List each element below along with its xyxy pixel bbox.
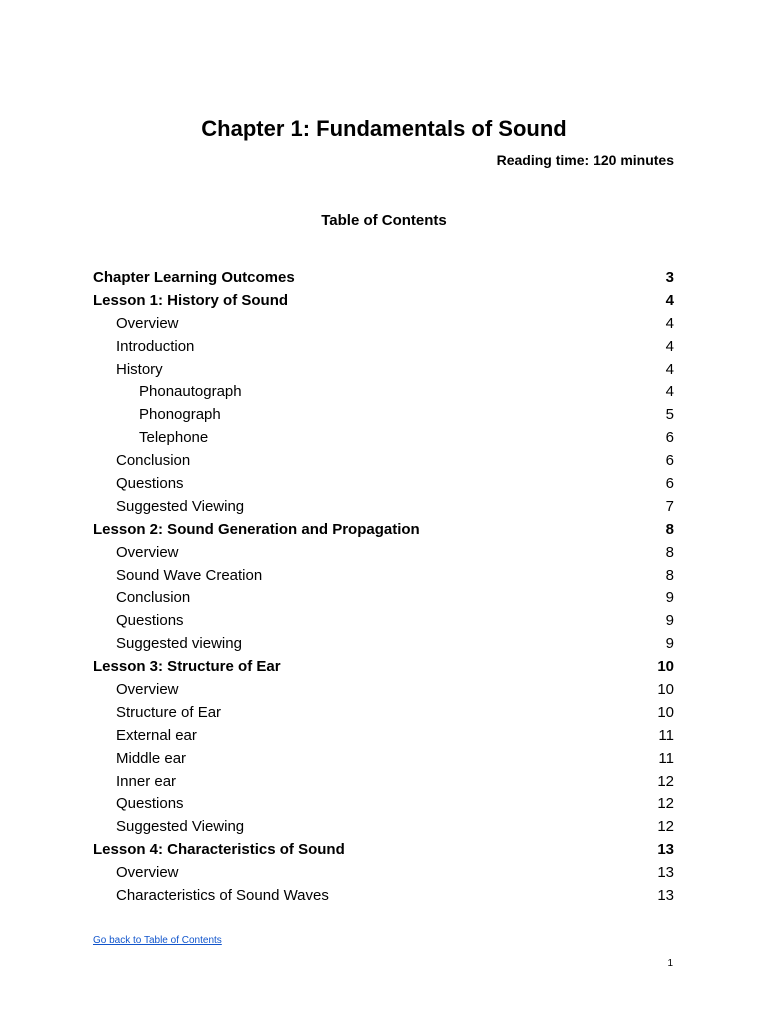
toc-entry-label: Lesson 2: Sound Generation and Propagation xyxy=(93,520,420,538)
toc-entry-label: Middle ear xyxy=(116,749,187,767)
toc-entry-label: Telephone xyxy=(139,429,209,447)
toc-entry-label: Conclusion xyxy=(116,589,191,607)
toc-entry-lesson[interactable] xyxy=(93,267,674,290)
toc-entry[interactable] xyxy=(93,793,674,816)
toc-entry-page: 8 xyxy=(665,543,674,561)
toc-entry-label: Structure of Ear xyxy=(116,703,222,721)
toc-entry-label: Questions xyxy=(116,612,184,630)
toc-entry[interactable] xyxy=(93,816,674,839)
toc-entry-label: Introduction xyxy=(116,337,195,355)
toc-entry-page: 4 xyxy=(665,360,674,378)
toc-entry-page: 8 xyxy=(665,520,674,538)
toc-entry-label: Questions xyxy=(116,475,184,493)
toc-entry[interactable] xyxy=(93,336,674,359)
toc-entry-label: Overview xyxy=(116,681,179,699)
toc-entry-label: External ear xyxy=(116,726,197,744)
toc-entry-page: 12 xyxy=(657,795,674,813)
toc-entry[interactable] xyxy=(93,359,674,382)
toc-entry-label: History xyxy=(116,360,163,378)
toc-entry[interactable] xyxy=(93,702,674,725)
toc-entry-page: 4 xyxy=(665,337,674,355)
toc-entry-page: 13 xyxy=(657,864,674,882)
toc-entry-page: 6 xyxy=(665,452,674,470)
toc-entry[interactable] xyxy=(93,542,674,565)
toc-heading: Table of Contents xyxy=(321,212,447,229)
toc-entry[interactable] xyxy=(93,885,674,908)
reading-time: Reading time: 120 minutes xyxy=(496,152,674,168)
toc-entry-page: 10 xyxy=(657,658,674,676)
toc-entry-label: Phonautograph xyxy=(139,383,242,401)
toc-entry-page: 9 xyxy=(665,589,674,607)
toc-entry-page: 6 xyxy=(665,475,674,493)
toc-entry[interactable] xyxy=(93,679,674,702)
toc-entry[interactable] xyxy=(93,587,674,610)
toc-entry-page: 10 xyxy=(657,681,674,699)
page-number: 1 xyxy=(667,958,673,969)
toc-entry[interactable] xyxy=(93,725,674,748)
toc-entry[interactable] xyxy=(93,473,674,496)
toc-entry-label: Conclusion xyxy=(116,452,191,470)
toc-entry-label: Suggested viewing xyxy=(116,635,242,653)
toc-entry-label: Overview xyxy=(116,864,179,882)
toc-entry-page: 9 xyxy=(665,612,674,630)
toc-entry-page: 11 xyxy=(658,726,674,744)
toc-entry[interactable] xyxy=(93,404,674,427)
toc-entry-page: 7 xyxy=(665,497,674,515)
toc-entry-label: Questions xyxy=(116,795,184,813)
toc-entry[interactable] xyxy=(93,771,674,794)
toc-entry[interactable] xyxy=(93,313,674,336)
toc-entry[interactable] xyxy=(93,427,674,450)
toc-entry-label: Overview xyxy=(116,314,179,332)
toc-entry-page: 12 xyxy=(657,818,674,836)
toc-entry[interactable] xyxy=(93,862,674,885)
toc-entry-page: 6 xyxy=(665,429,674,447)
toc-entry-page: 9 xyxy=(665,635,674,653)
toc-entry-page: 13 xyxy=(657,841,674,859)
toc-entry-page: 10 xyxy=(657,703,674,721)
toc-entry-page: 3 xyxy=(665,269,674,286)
toc-entry-label: Phonograph xyxy=(139,406,221,424)
toc-entry[interactable] xyxy=(93,565,674,588)
toc-entry-label: Suggested Viewing xyxy=(116,818,245,836)
toc-entry-label: Lesson 1: History of Sound xyxy=(93,291,289,309)
toc-entry[interactable] xyxy=(93,633,674,656)
toc-entry-page: 4 xyxy=(665,383,674,401)
toc-entry-label: Lesson 4: Characteristics of Sound xyxy=(93,841,345,859)
toc-entry[interactable] xyxy=(93,381,674,404)
toc-entry[interactable] xyxy=(93,450,674,473)
toc-entry[interactable] xyxy=(93,496,674,519)
toc-entry-lesson[interactable] xyxy=(93,290,674,313)
toc-entry-label: Characteristics of Sound Waves xyxy=(116,887,329,905)
toc-entry-page: 5 xyxy=(665,406,674,424)
toc-entry[interactable] xyxy=(93,610,674,633)
toc-entry-page: 4 xyxy=(665,314,674,332)
toc-entry-label: Chapter Learning Outcomes xyxy=(93,269,295,286)
toc-entry[interactable] xyxy=(93,748,674,771)
toc-entry-lesson[interactable] xyxy=(93,839,674,862)
toc-entry-page: 4 xyxy=(665,291,674,309)
table-of-contents xyxy=(93,267,674,908)
chapter-title: Chapter 1: Fundamentals of Sound xyxy=(201,116,567,141)
toc-entry-lesson[interactable] xyxy=(93,519,674,542)
toc-entry-label: Inner ear xyxy=(116,772,177,790)
toc-entry-page: 8 xyxy=(665,566,674,584)
toc-entry-page: 12 xyxy=(657,772,674,790)
back-to-toc-link[interactable]: Go back to Table of Contents xyxy=(93,935,222,946)
toc-entry-page: 13 xyxy=(657,887,674,905)
toc-entry-label: Lesson 3: Structure of Ear xyxy=(93,658,281,676)
toc-entry-label: Suggested Viewing xyxy=(116,497,245,515)
toc-entry-label: Sound Wave Creation xyxy=(116,566,263,584)
toc-entry-page: 11 xyxy=(658,749,674,767)
toc-entry-label: Overview xyxy=(116,543,179,561)
toc-entry-lesson[interactable] xyxy=(93,656,674,679)
